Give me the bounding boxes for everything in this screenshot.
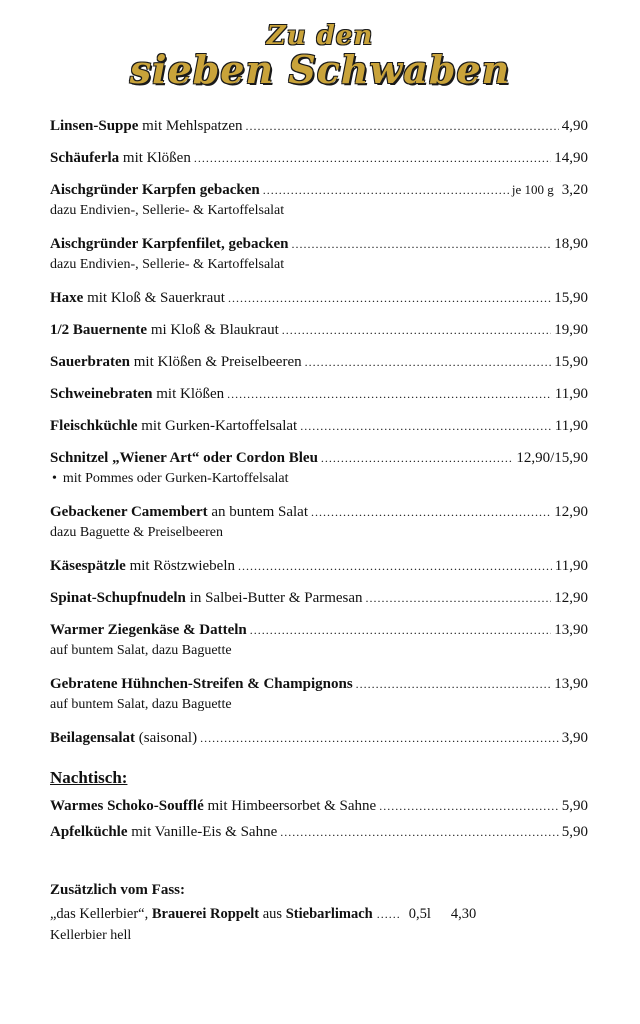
menu-item-row — [50, 352, 588, 372]
menu-item-row — [50, 674, 588, 694]
dish-name: Schweinebraten — [50, 386, 153, 402]
menu-item — [50, 384, 588, 404]
menu-item-row — [50, 796, 588, 816]
menu-item — [50, 352, 588, 372]
beer-quote: „das Kellerbier“, — [50, 906, 149, 922]
beer-price: 4,30 — [450, 906, 477, 922]
menu-item-row — [50, 620, 588, 640]
dish-price: 3,20 — [561, 182, 588, 198]
dish-description: in Salbei-Butter & Parmesan — [189, 590, 363, 606]
dish-description: an buntem Salat — [211, 504, 309, 520]
dot-leader — [194, 148, 551, 168]
dish-description: mit Vanille-Eis & Sahne — [131, 824, 278, 840]
dot-leader — [311, 502, 551, 522]
menu-item-row — [50, 416, 588, 436]
menu-item — [50, 416, 588, 436]
beer-dots: ...... — [376, 907, 401, 921]
dish-price: 3,90 — [561, 730, 588, 746]
menu-item — [50, 234, 588, 276]
dish-name: Schnitzel „Wiener Art“ oder Cordon Bleu — [50, 450, 318, 466]
beer-place: Stiebarlimach — [285, 906, 373, 922]
dessert-dishes — [50, 796, 588, 842]
menu-item — [50, 180, 588, 222]
menu-item — [50, 556, 588, 576]
dot-leader — [263, 180, 509, 200]
menu-item — [50, 674, 588, 716]
dot-leader — [321, 448, 513, 468]
menu-item — [50, 620, 588, 662]
main-dishes — [50, 116, 588, 748]
dish-description: (saisonal) — [138, 730, 198, 746]
dish-price: 13,90 — [554, 622, 588, 638]
menu-item-row — [50, 320, 588, 340]
menu-item-row — [50, 448, 588, 468]
menu-item — [50, 588, 588, 608]
dish-name: 1/2 Bauernente — [50, 322, 148, 338]
dot-leader — [291, 234, 551, 254]
menu-item — [50, 116, 588, 136]
dish-side-note: auf buntem Salat, dazu Baguette — [50, 697, 232, 712]
menu-item — [50, 320, 588, 340]
menu-item-row — [50, 588, 588, 608]
dish-description: mit Himbeersorbet & Sahne — [207, 798, 377, 814]
dish-description: mit Gurken-Kartoffelsalat — [141, 418, 298, 434]
menu-item-row — [50, 556, 588, 576]
dish-name: Spinat-Schupfnudeln — [50, 590, 186, 606]
dish-price: 5,90 — [561, 798, 588, 814]
menu-item-row — [50, 180, 588, 200]
dish-name: Fleischküchle — [50, 418, 138, 434]
dish-description: mit Klößen — [156, 386, 225, 402]
dish-price: 18,90 — [554, 236, 588, 252]
menu-item-row — [50, 148, 588, 168]
dot-leader — [228, 288, 551, 308]
dish-description: mit Mehlspatzen — [142, 118, 243, 134]
dot-leader — [200, 728, 559, 748]
dot-leader — [280, 822, 559, 842]
dish-name: Beilagensalat — [50, 730, 135, 746]
dish-name: Gebackener Camembert — [50, 504, 208, 520]
menu-item — [50, 148, 588, 168]
dish-price: 11,90 — [554, 418, 588, 434]
menu-item — [50, 796, 588, 816]
menu-item-row — [50, 384, 588, 404]
beer-aus: aus — [262, 906, 283, 922]
dish-side-note: auf buntem Salat, dazu Baguette — [50, 643, 232, 658]
bullet-icon: • — [52, 471, 57, 486]
dot-leader — [300, 416, 552, 436]
dish-price: 4,90 — [561, 118, 588, 134]
bullet-text: mit Pommes oder Gurken-Kartoffelsalat — [62, 471, 289, 486]
restaurant-logo — [0, 22, 640, 90]
menu-item-row — [50, 288, 588, 308]
dish-price: 15,90 — [554, 290, 588, 306]
dot-leader — [238, 556, 552, 576]
dish-name: Warmes Schoko-Soufflé — [50, 798, 204, 814]
dish-description: mit Klößen — [122, 150, 191, 166]
dish-name: Warmer Ziegenkäse & Datteln — [50, 622, 247, 638]
menu-item-row — [50, 234, 588, 254]
dot-leader — [246, 116, 559, 136]
dot-leader — [250, 620, 551, 640]
dish-side-note: dazu Endivien-, Sellerie- & Kartoffelsalat — [50, 203, 285, 218]
dish-price: 12,90 — [554, 504, 588, 520]
dish-bullet-note — [50, 468, 588, 490]
logo-line-2: sieben Schwaben — [129, 47, 511, 92]
logo-line-1: Zu den — [266, 21, 374, 51]
dish-side-note: dazu Endivien-, Sellerie- & Kartoffelsalat — [50, 257, 285, 272]
dish-price: 15,90 — [554, 354, 588, 370]
dish-price: 11,90 — [554, 558, 588, 574]
dish-price: 12,90/15,90 — [516, 450, 588, 466]
menu-item — [50, 502, 588, 544]
menu-item-row — [50, 728, 588, 748]
dish-description: mi Kloß & Blaukraut — [150, 322, 279, 338]
menu-item-row — [50, 822, 588, 842]
dot-leader — [227, 384, 552, 404]
beer-volume: 0,5l — [408, 906, 431, 922]
dish-quantity: je 100 g — [511, 182, 554, 197]
menu-item — [50, 448, 588, 490]
dish-price: 11,90 — [554, 386, 588, 402]
dish-name: Gebratene Hühnchen-Streifen & Champignons — [50, 676, 353, 692]
dish-name: Sauerbraten — [50, 354, 130, 370]
menu-item — [50, 288, 588, 308]
beer-row — [50, 903, 588, 925]
dish-side-note: dazu Baguette & Preiselbeeren — [50, 525, 223, 540]
dot-leader — [379, 796, 559, 816]
dish-price: 12,90 — [554, 590, 588, 606]
dish-name: Apfelküchle — [50, 824, 128, 840]
menu-list — [50, 116, 588, 947]
extra-heading: Zusätzlich vom Fass: — [50, 882, 185, 898]
dish-price: 19,90 — [554, 322, 588, 338]
dish-name: Aischgründer Karpfen gebacken — [50, 182, 260, 198]
beer-subtitle: Kellerbier hell — [50, 928, 132, 943]
dish-price: 5,90 — [561, 824, 588, 840]
menu-item — [50, 728, 588, 748]
dish-description: mit Klößen & Preiselbeeren — [133, 354, 302, 370]
dish-name: Aischgründer Karpfenfilet, gebacken — [50, 236, 289, 252]
dish-description: mit Röstzwiebeln — [129, 558, 235, 574]
dish-name: Käsespätzle — [50, 558, 126, 574]
beer-brewery: Brauerei Roppelt — [151, 906, 260, 922]
menu-item-row — [50, 116, 588, 136]
menu-item — [50, 822, 588, 842]
dish-name: Linsen-Suppe — [50, 118, 139, 134]
dessert-heading: Nachtisch: — [50, 768, 128, 787]
dot-leader — [305, 352, 552, 372]
dish-price: 14,90 — [554, 150, 588, 166]
dot-leader — [282, 320, 552, 340]
dish-name: Schäuferla — [50, 150, 120, 166]
dish-description: mit Kloß & Sauerkraut — [87, 290, 225, 306]
dish-price: 13,90 — [554, 676, 588, 692]
menu-item-row — [50, 502, 588, 522]
dot-leader — [366, 588, 552, 608]
dot-leader — [356, 674, 552, 694]
dish-name: Haxe — [50, 290, 84, 306]
